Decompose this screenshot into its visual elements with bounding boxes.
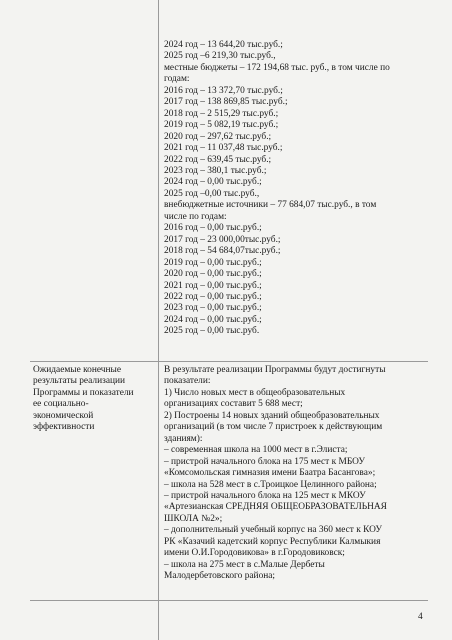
results-line: имени О.И.Городовикова» в г.Городовиковск; — [164, 548, 345, 559]
funding-line: 2022 год – 639,45 тыс.руб.; — [164, 154, 272, 165]
funding-line: числе по годам: — [164, 211, 227, 222]
results-line: 2) Построены 14 новых зданий общеобразовательных — [164, 410, 380, 421]
section-title-line: Ожидаемые конечные — [33, 365, 121, 375]
funding-line: 2023 год – 0,00 тыс.руб.; — [164, 303, 262, 314]
results-line: – школа на 528 мест в с.Троицкое Целинного района; — [164, 479, 377, 490]
results-line: 1) Число новых мест в общеобразовательных — [164, 387, 346, 398]
results-line: организациях составит 5 688 мест; — [164, 399, 303, 410]
funding-line: 2025 год – 0,00 тыс.руб. — [164, 326, 260, 337]
funding-line: местные бюджеты – 172 194,68 тыс. руб., в том числе по — [164, 62, 390, 73]
section-title-line: эффективности — [33, 422, 95, 433]
page-number: 4 — [418, 612, 423, 622]
results-line: – школа на 275 мест в с.Малые Дербеты — [164, 559, 325, 570]
funding-line: 2024 год – 0,00 тыс.руб.; — [164, 314, 262, 325]
section-title-line: Программы и показатели — [33, 387, 134, 398]
funding-line: 2018 год – 2 515,29 тыс.руб.; — [164, 108, 279, 119]
results-line: «Артезианская СРЕДНЯЯ ОБЩЕОБРАЗОВАТЕЛЬНАЯ — [164, 502, 387, 513]
results-line: РК «Казачий кадетский корпус Республики Калмыкия — [164, 536, 381, 547]
results-line: В результате реализации Программы будут достигнуты — [164, 365, 386, 375]
section-title — [33, 365, 155, 434]
results-line: – пристрой начального блока на 175 мест к МБОУ — [164, 456, 366, 467]
funding-line: 2017 год – 23 000,00тыс.руб.; — [164, 234, 281, 245]
funding-line: 2016 год – 13 372,70 тыс.руб.; — [164, 85, 283, 96]
funding-line: 2022 год – 0,00 тыс.руб.; — [164, 291, 262, 302]
funding-line: 2023 год – 380,1 тыс.руб.; — [164, 165, 267, 176]
results-line: зданиям): — [164, 433, 203, 444]
row-divider — [30, 361, 428, 362]
funding-line: внебюджетные источники – 77 684,07 тыс.руб., в том — [164, 200, 377, 211]
section-title-line: результаты реализации — [33, 376, 126, 387]
funding-line: 2020 год – 0,00 тыс.руб.; — [164, 269, 262, 280]
results-line: – дополнительный учебный корпус на 360 мест к КОУ — [164, 525, 382, 536]
funding-line: 2018 год – 54 684,07тыс.руб.; — [164, 246, 281, 257]
column-divider — [158, 0, 159, 640]
section-title-line: экономической — [33, 410, 94, 421]
results-line: показатели: — [164, 376, 211, 387]
funding-line: 2025 год –0,00 тыс.руб., — [164, 188, 260, 199]
results-cell — [164, 365, 426, 583]
row-divider — [30, 600, 428, 601]
funding-line: 2024 год – 13 644,20 тыс.руб.; — [164, 40, 283, 50]
funding-line: 2020 год – 297,62 тыс.руб.; — [164, 131, 272, 142]
results-line: – пристрой начального блока на 125 мест к МКОУ — [164, 490, 366, 501]
funding-line: 2019 год – 0,00 тыс.руб.; — [164, 257, 262, 268]
funding-line: годам: — [164, 74, 190, 85]
funding-line: 2021 год – 11 037,48 тыс.руб.; — [164, 143, 283, 154]
funding-line: 2019 год – 5 082,19 тыс.руб.; — [164, 120, 279, 131]
funding-line: 2024 год – 0,00 тыс.руб.; — [164, 177, 262, 188]
results-line: ШКОЛА №2»; — [164, 513, 223, 524]
funding-cell — [164, 40, 426, 338]
results-line: организаций (в том числе 7 пристроек к действующим — [164, 422, 383, 433]
section-title-line: ее социально- — [33, 399, 89, 410]
funding-line: 2025 год –6 219,30 тыс.руб., — [164, 51, 276, 62]
funding-line: 2021 год – 0,00 тыс.руб.; — [164, 280, 262, 291]
results-line: «Комсомольская гимназия имени Баатра Басангова»; — [164, 468, 376, 479]
funding-line: 2017 год – 138 869,85 тыс.руб.; — [164, 97, 288, 108]
funding-line: 2016 год – 0,00 тыс.руб.; — [164, 223, 262, 234]
results-line: – современная школа на 1000 мест в г.Элиста; — [164, 445, 348, 456]
results-line: Малодербетовского района; — [164, 571, 276, 582]
